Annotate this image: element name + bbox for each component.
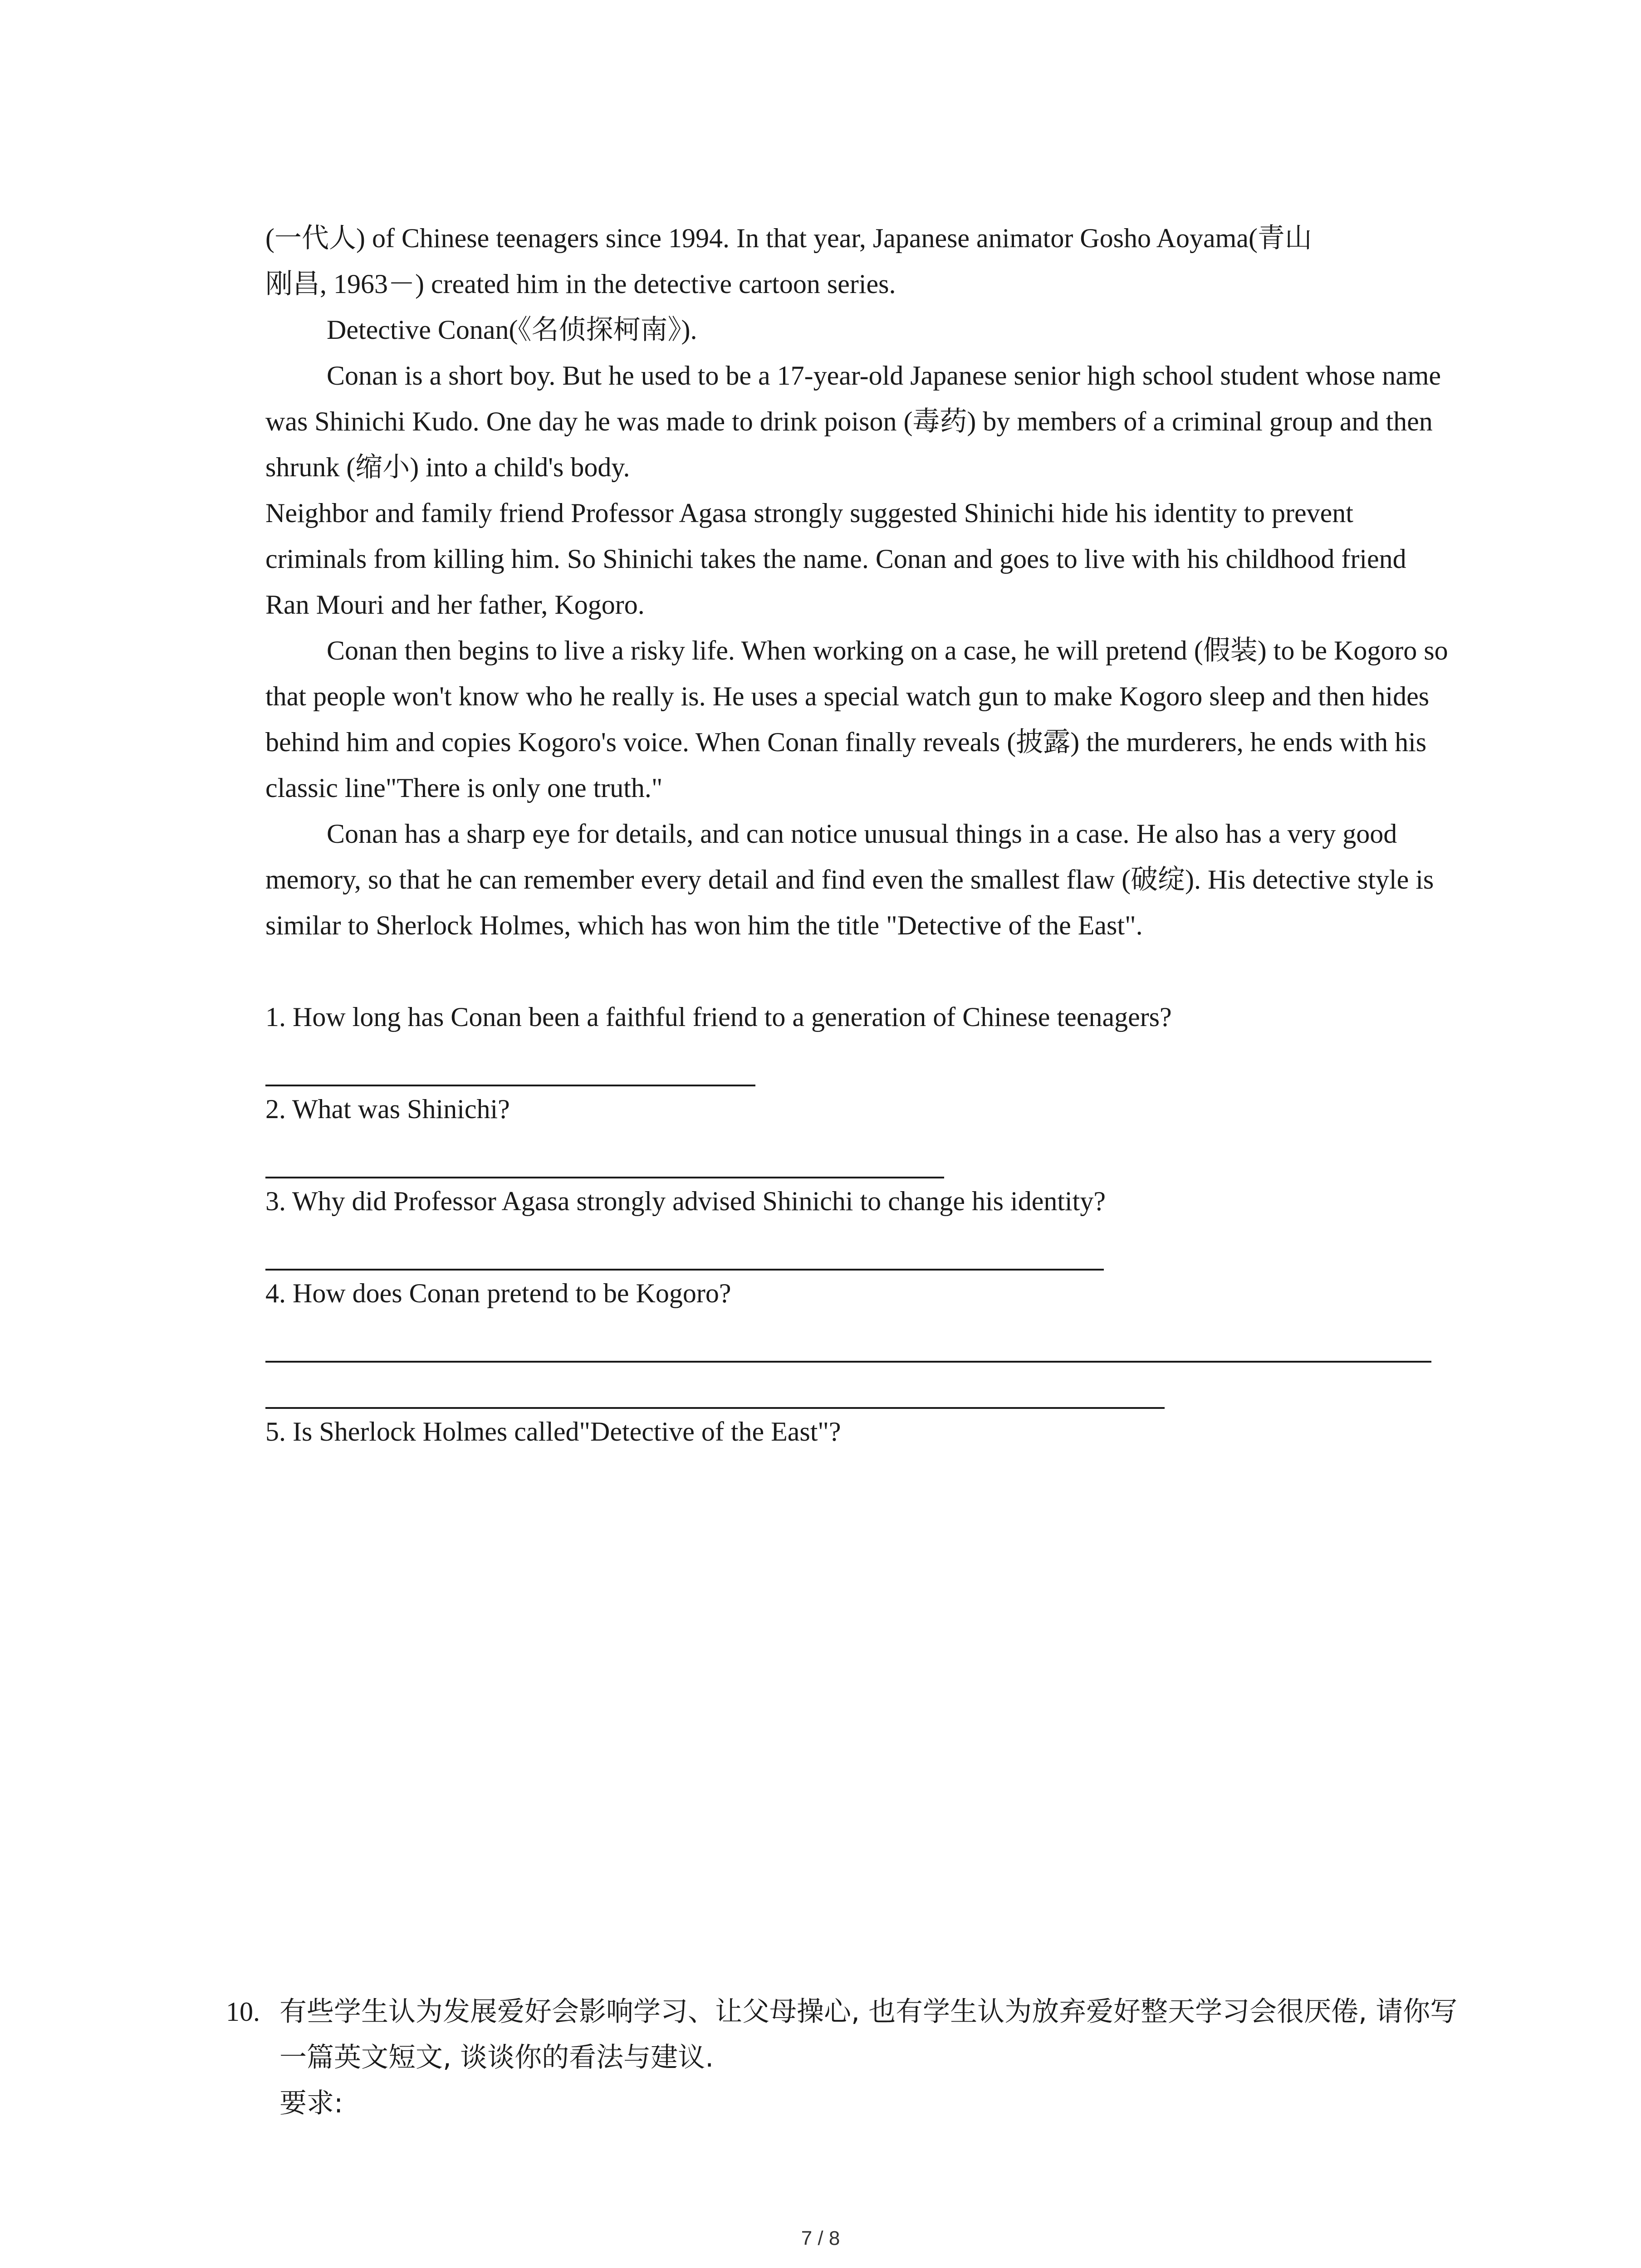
question-4: 4. How does Conan pretend to be Kogoro? [265, 1278, 731, 1308]
passage-paragraph: Neighbor and family friend Professor Agasa strongly suggested Shinichi hide his identity to prevent criminals from killing him. So Shinichi takes the name. Conan and goes to live with his childhood friend Ran Mouri and her father, Kogoro. [265, 498, 1406, 620]
answer-line-3[interactable] [265, 1224, 1104, 1271]
reading-passage [265, 215, 1454, 1455]
passage-paragraph: Conan has a sharp eye for details, and can notice unusual things in a case. He also has a very good memory, so that he can remember every detail and find even the smallest flaw (破绽). His detective style is similar to Sherlock Holmes, which has won him the title "Detective of the East". [265, 819, 1434, 940]
requirements-label: 要求: [279, 2087, 343, 2119]
writing-task [226, 1989, 1478, 2126]
answer-line-2[interactable] [265, 1132, 944, 1178]
passage-paragraph: Detective Conan(《名侦探柯南》). [327, 315, 697, 345]
question-2: 2. What was Shinichi? [265, 1094, 510, 1124]
question-list [265, 994, 1454, 1455]
answer-line-4b[interactable] [265, 1363, 1165, 1409]
page-number: 7 / 8 [801, 2227, 840, 2249]
passage-paragraph: Conan is a short boy. But he used to be a 17-year-old Japanese senior high school student whose name was Shinichi Kudo. One day he was made to drink poison (毒药) by members of a criminal group and then shrunk (缩小) into a child's body. [265, 361, 1441, 482]
passage-paragraph: Conan then begins to live a risky life. When working on a case, he will pretend (假装) to be Kogoro so that people won't know who he really is. He uses a special watch gun to make Kogoro sleep and then hides behind him and copies Kogoro's voice. When Conan finally reveals (披露) the murderers, he ends with his classic line"There is only one truth." [265, 635, 1448, 803]
question-1: 1. How long has Conan been a faithful friend to a generation of Chinese teenagers? [265, 1002, 1172, 1032]
answer-line-1[interactable] [265, 1040, 755, 1086]
question-5: 5. Is Sherlock Holmes called"Detective of the East"? [265, 1417, 841, 1447]
question-3: 3. Why did Professor Agasa strongly advised Shinichi to change his identity? [265, 1186, 1106, 1216]
question-number: 10. [226, 1997, 260, 2027]
passage-line: 刚昌, 1963－) created him in the detective cartoon series. [265, 269, 896, 299]
answer-line-4a[interactable] [265, 1316, 1431, 1363]
writing-prompt: 有些学生认为发展爱好会影响学习、让父母操心, 也有学生认为放弃爱好整天学习会很厌倦, 请你写一篇英文短文, 谈谈你的看法与建议. [279, 1996, 1458, 2073]
passage-line: (一代人) of Chinese teenagers since 1994. In that year, Japanese animator Gosho Aoyama(青山 [265, 223, 1312, 253]
